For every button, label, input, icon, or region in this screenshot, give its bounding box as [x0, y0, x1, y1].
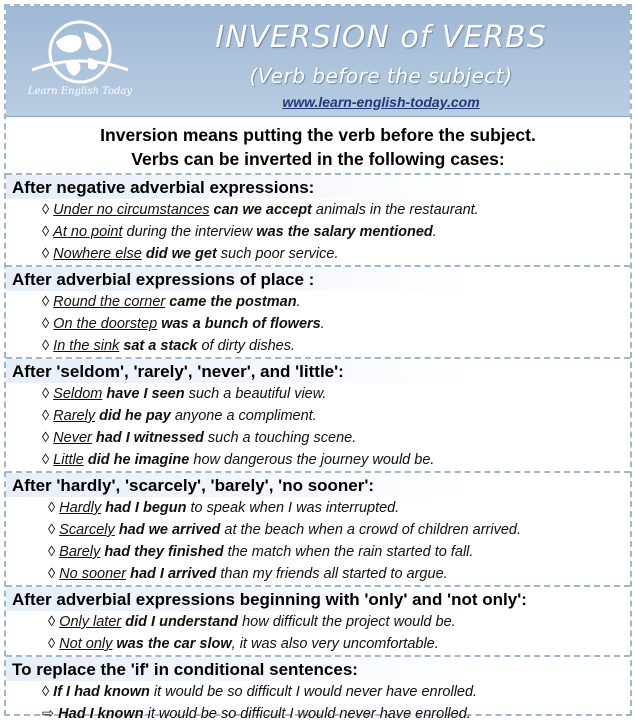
inverting-expression: Only later	[59, 614, 122, 630]
intro	[6, 117, 630, 173]
sentence-rest: it would be so difficult I would never have enrolled.	[143, 706, 471, 722]
section-heading: After 'seldom', 'rarely', 'never', and 'little':	[6, 359, 630, 383]
inverted-verb: did we get	[145, 246, 217, 262]
sentence-rest: the match when the rain started to fall.	[223, 544, 474, 560]
inverted-verb: Had I known	[58, 706, 144, 722]
inverting-expression: Under no circumstances	[53, 202, 210, 218]
diamond-icon: ◊	[42, 246, 50, 262]
inverting-expression: In the sink	[53, 338, 120, 354]
site-link[interactable]: www.learn-english-today.com	[282, 94, 480, 110]
inverting-expression: Little	[53, 452, 84, 468]
inverted-verb: had we arrived	[118, 522, 221, 538]
inverting-expression: Scarcely	[59, 522, 115, 538]
sentence-rest: of dirty dishes.	[197, 338, 295, 354]
example-sentence	[6, 405, 630, 427]
example-sentence	[6, 199, 630, 221]
diamond-icon: ◊	[48, 614, 56, 630]
inverted-verb: can we accept	[213, 202, 312, 218]
example-sentence	[6, 313, 630, 335]
section-heading: After adverbial expressions beginning with 'only' and 'not only':	[6, 587, 630, 611]
example-sentence	[6, 383, 630, 405]
sentence-rest: how difficult the project would be.	[238, 614, 456, 630]
connector-text: during the interview	[126, 224, 257, 240]
section-heading: After negative adverbial expressions:	[6, 175, 630, 199]
inverted-verb: had I arrived	[130, 566, 217, 582]
sentence-rest: than my friends all started to argue.	[216, 566, 448, 582]
logo-text: Learn English Today	[27, 86, 133, 97]
inverted-verb: came the postman	[169, 294, 297, 310]
example-sentence	[6, 291, 630, 313]
example-sentence	[6, 335, 630, 357]
diamond-icon: ◊	[42, 224, 50, 240]
arrow-icon: ⇨	[42, 706, 55, 722]
inverting-expression: No sooner	[59, 566, 127, 582]
section-4	[6, 471, 630, 585]
example-sentence	[6, 541, 630, 563]
diamond-icon: ◊	[42, 430, 50, 446]
section-heading: After adverbial expressions of place :	[6, 267, 630, 291]
inverting-expression: Hardly	[59, 500, 102, 516]
header-banner	[6, 6, 630, 117]
diamond-icon: ◊	[42, 202, 50, 218]
intro-line-1: Inversion means putting the verb before the subject.	[100, 125, 536, 145]
inverted-verb: did I understand	[125, 614, 239, 630]
inverting-expression: Barely	[59, 544, 101, 560]
inverted-verb: was the salary mentioned	[256, 224, 433, 240]
example-sentence	[6, 681, 630, 703]
inverted-verb: did he pay	[99, 408, 171, 424]
sections-list	[6, 173, 630, 725]
inverted-verb: did he imagine	[87, 452, 190, 468]
inverting-expression: At no point	[53, 224, 123, 240]
inverting-expression: Nowhere else	[53, 246, 142, 262]
example-sentence	[6, 519, 630, 541]
section-heading: To replace the 'if' in conditional sentences:	[6, 657, 630, 681]
globe-icon	[26, 18, 134, 88]
sentence-rest: anyone a compliment.	[170, 408, 317, 424]
sentence-rest: .	[320, 316, 325, 332]
section-3	[6, 357, 630, 471]
diamond-icon: ◊	[48, 544, 56, 560]
inverted-verb: had they finished	[104, 544, 224, 560]
page-title: INVERSION of VERBS	[215, 20, 547, 55]
example-sentence	[6, 449, 630, 471]
diamond-icon: ◊	[42, 408, 50, 424]
inverting-expression: On the doorstep	[53, 316, 158, 332]
sentence-rest: animals in the restaurant.	[311, 202, 479, 218]
example-sentence	[6, 611, 630, 633]
inverted-verb: have I seen	[106, 386, 185, 402]
section-1	[6, 173, 630, 265]
page	[4, 4, 632, 722]
section-heading: After 'hardly', 'scarcely', 'barely', 'no sooner':	[6, 473, 630, 497]
diamond-icon: ◊	[48, 636, 56, 652]
section-5	[6, 585, 630, 655]
diamond-icon: ◊	[42, 684, 50, 700]
sentence-rest: at the beach when a crowd of children arrived.	[220, 522, 522, 538]
example-sentence	[6, 427, 630, 449]
diamond-icon: ◊	[42, 338, 50, 354]
inverting-expression: Seldom	[53, 386, 103, 402]
example-sentence	[6, 497, 630, 519]
inverted-verb: sat a stack	[123, 338, 198, 354]
diamond-icon: ◊	[48, 500, 56, 516]
intro-line-2: Verbs can be inverted in the following cases:	[131, 149, 505, 169]
diamond-icon: ◊	[42, 294, 50, 310]
page-subtitle: (Verb before the subject)	[249, 64, 513, 88]
globe-logo	[26, 18, 134, 108]
sentence-rest: it would be so difficult I would never have enrolled.	[149, 684, 478, 700]
sentence-rest: .	[296, 294, 301, 310]
diamond-icon: ◊	[48, 566, 56, 582]
inverting-expression: Never	[53, 430, 92, 446]
diamond-icon: ◊	[42, 452, 50, 468]
example-sentence	[6, 221, 630, 243]
sentence-rest: such a beautiful view.	[184, 386, 327, 402]
sentence-rest: such a touching scene.	[203, 430, 357, 446]
sentence-rest: , it was also very uncomfortable.	[231, 636, 439, 652]
section-6	[6, 655, 630, 725]
inverting-expression: Not only	[59, 636, 113, 652]
inverting-expression: Rarely	[53, 408, 96, 424]
inverted-verb: had I begun	[105, 500, 187, 516]
inverted-verb: was a bunch of flowers	[161, 316, 321, 332]
inverted-verb: was the car slow	[116, 636, 232, 652]
example-sentence	[6, 243, 630, 265]
sentence-rest: to speak when I was interrupted.	[186, 500, 400, 516]
sentence-rest: how dangerous the journey would be.	[189, 452, 435, 468]
section-2	[6, 265, 630, 357]
example-sentence	[6, 633, 630, 655]
sentence-rest: such poor service.	[216, 246, 339, 262]
example-sentence	[6, 563, 630, 585]
sentence-rest: .	[432, 224, 437, 240]
diamond-icon: ◊	[48, 522, 56, 538]
diamond-icon: ◊	[42, 386, 50, 402]
inverting-expression: Round the corner	[53, 294, 166, 310]
inverted-verb: If I had known	[53, 684, 150, 700]
diamond-icon: ◊	[42, 316, 50, 332]
example-sentence	[6, 703, 630, 725]
inverted-verb: had I witnessed	[95, 430, 204, 446]
